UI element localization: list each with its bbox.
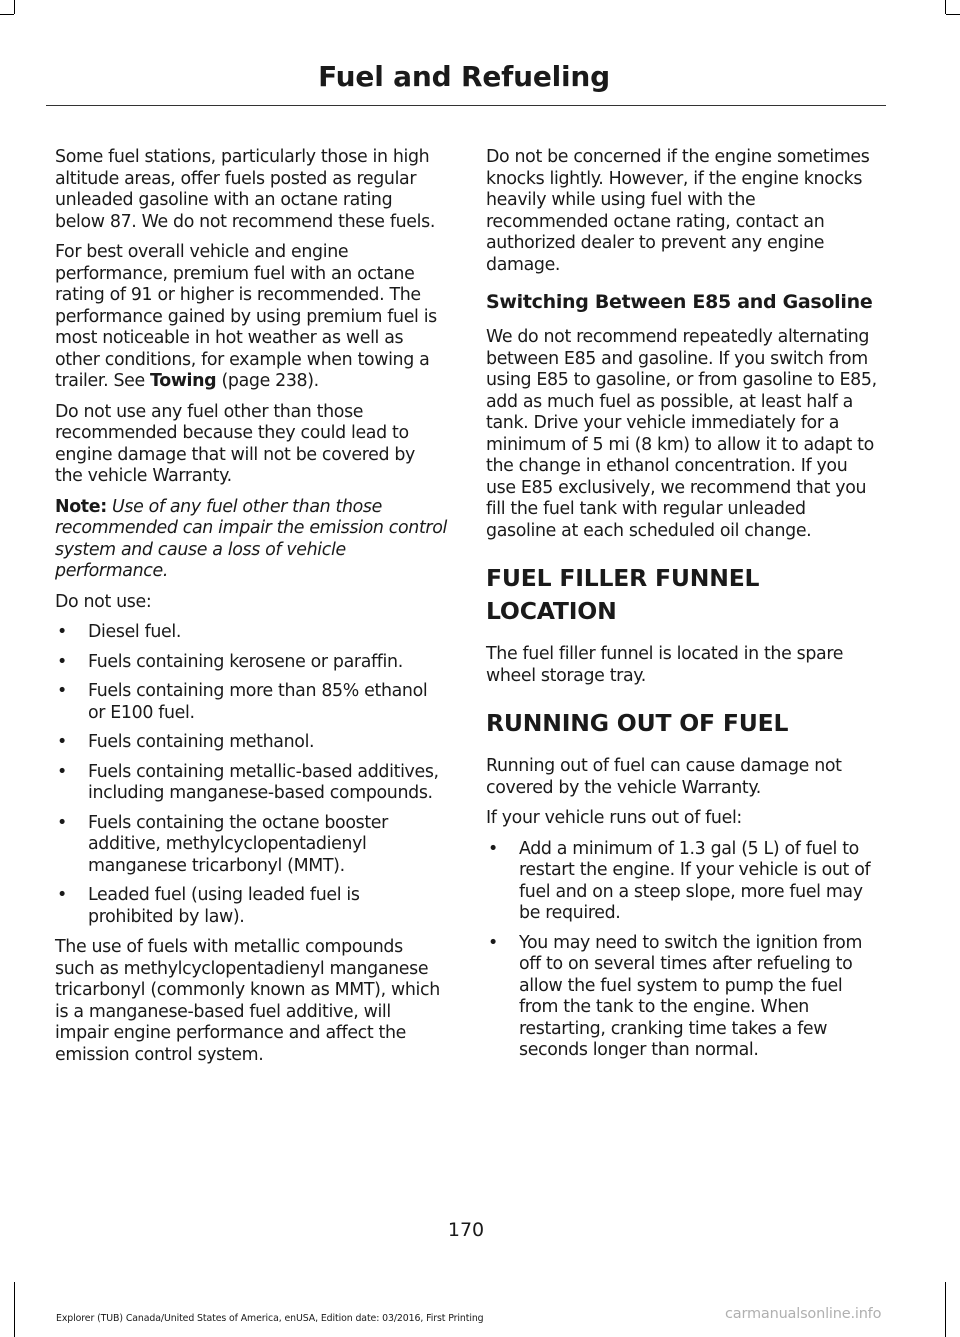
list-item: • Fuels containing the octane booster additive, methylcyclopentadienyl manganese tricarbonyl (MMT). <box>55 813 447 878</box>
paragraph: Do not use any fuel other than those recommended because they could lead to engine damage that will not be covered by the vehicle Warranty. <box>55 401 415 486</box>
heading-line: FUEL FILLER FUNNEL <box>486 564 760 592</box>
paragraph: Do not be concerned if the engine sometimes knocks lightly. However, if the engine knocks heavily while using fuel with the recommended octane rating, contact an authorized dealer to prevent any engine damage. <box>486 147 870 275</box>
list-item: • Fuels containing methanol. <box>55 732 447 754</box>
paragraph: If your vehicle runs out of fuel: <box>486 808 742 828</box>
section-heading: RUNNING OUT OF FUEL <box>486 709 789 737</box>
paragraph: We do not recommend repeatedly alternating between E85 and gasoline. If you switch from using E85 to gasoline, or from gasoline to E85, add as much fuel as possible, at least half a tank. Drive your vehicle immediately for a minimum of 5 mi (8 km) to allow it to adapt to the change in ethanol concentration. If you use E85 exclusively, we recommend that you fill the fuel tank with regular unleaded gasoline at each scheduled oil change. <box>486 327 877 541</box>
header-rule <box>46 105 886 106</box>
list-item: • Diesel fuel. <box>55 622 447 644</box>
crop-mark <box>945 1282 946 1337</box>
towing-link[interactable]: Towing <box>150 371 217 391</box>
list-item: • You may need to switch the ignition from off to on several times after refueling to allow the fuel system to pump the fuel from the tank to the engine. When restarting, cranking time takes a few seconds longer than normal. <box>486 933 878 1062</box>
list-item: • Fuels containing more than 85% ethanol or E100 fuel. <box>55 681 447 724</box>
paragraph <box>55 242 447 393</box>
paragraph: Some fuel stations, particularly those in high altitude areas, offer fuels posted as regular unleaded gasoline with an octane rating below 87. We do not recommend these fuels. <box>55 147 435 232</box>
page-reference: (page 238). <box>216 371 319 391</box>
section-heading: Switching Between E85 and Gasoline <box>486 291 873 313</box>
list-item: • Leaded fuel (using leaded fuel is prohibited by law). <box>55 885 447 928</box>
footer: Explorer (TUB) Canada/United States of America, enUSA, Edition date: 03/2016, First Printing <box>56 1313 484 1324</box>
paragraph-text: For best overall vehicle and engine performance, premium fuel with an octane rating of 91 or higher is recommended. The performance gained by using premium fuel is most noticeable in hot weather as well as other conditions, for example when towing a trailer. See <box>55 242 437 391</box>
section-heading <box>486 564 878 626</box>
page-title: Fuel and Refueling <box>318 60 610 93</box>
page-number: 170 <box>447 1219 485 1241</box>
crop-mark <box>14 0 15 14</box>
paragraph: The use of fuels with metallic compounds such as methylcyclopentadienyl manganese tricarbonyl (commonly known as MMT), which is a manganese-based fuel additive, will impair engine performance and affect the emission control system. <box>55 937 440 1065</box>
right-column <box>486 147 878 1071</box>
do-not-use-list <box>55 622 447 928</box>
paragraph: The fuel filler funnel is located in the spare wheel storage tray. <box>486 644 844 686</box>
paragraph: Do not use: <box>55 591 152 612</box>
crop-mark <box>0 14 14 15</box>
list-item: • Fuels containing kerosene or paraffin. <box>55 652 447 674</box>
watermark: carmanualsonline.info <box>725 1306 882 1322</box>
out-of-fuel-list <box>486 839 878 1062</box>
note <box>55 497 447 583</box>
left-column <box>55 147 447 1075</box>
crop-mark <box>945 0 946 14</box>
list-item: • Fuels containing metallic-based additives, including manganese-based compounds. <box>55 762 447 805</box>
note-text: Use of any fuel other than those recommended can impair the emission control system and cause a loss of vehicle performance. <box>55 496 447 581</box>
list-item: • Add a minimum of 1.3 gal (5 L) of fuel to restart the engine. If your vehicle is out of fuel and on a steep slope, more fuel may be required. <box>486 839 878 925</box>
crop-mark <box>14 1282 15 1337</box>
crop-mark <box>946 14 960 15</box>
note-label: Note: <box>55 496 107 517</box>
heading-line: LOCATION <box>486 597 617 625</box>
paragraph: Running out of fuel can cause damage not covered by the vehicle Warranty. <box>486 756 842 798</box>
